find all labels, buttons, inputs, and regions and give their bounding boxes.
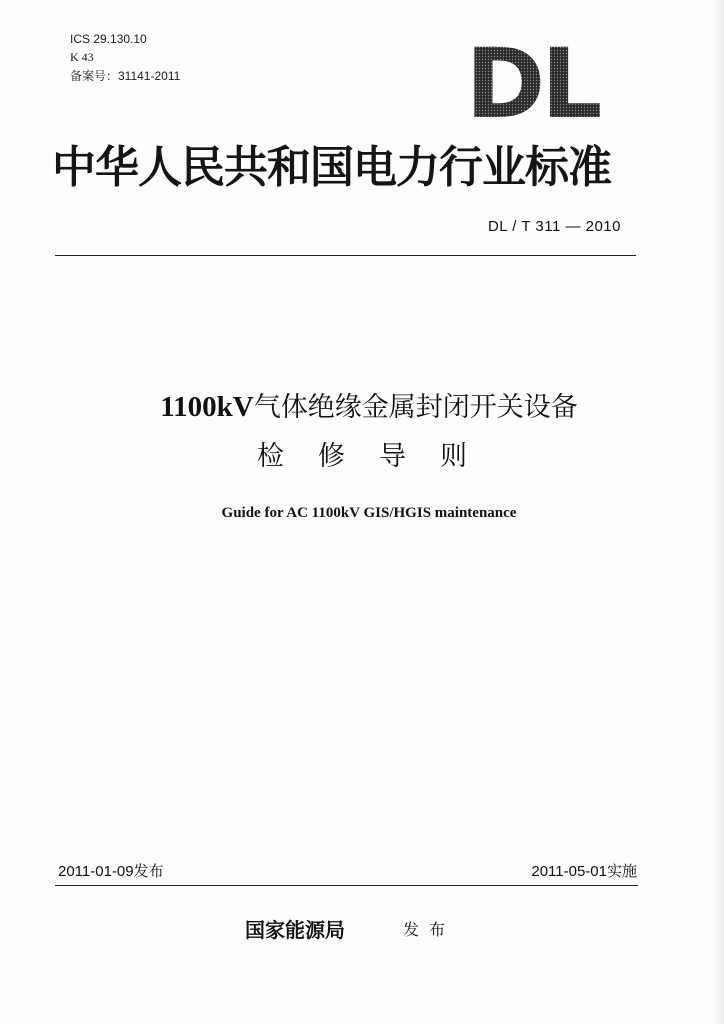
title-voltage: 1100kV (160, 391, 254, 423)
dl-logo-text: DL (465, 43, 599, 121)
filing-number: 备案号：31141-2011 (70, 69, 181, 83)
ics-code: ICS 29.130.10 (70, 32, 147, 46)
bottom-divider (55, 885, 638, 886)
category-code: K 43 (70, 50, 94, 64)
publisher-name: 国家能源局 (245, 918, 345, 942)
dl-logo (457, 43, 607, 121)
english-title: Guide for AC 1100kV GIS/HGIS maintenance (221, 505, 517, 521)
publish-label: 发布 (403, 920, 456, 939)
issue-date: 2011-01-09发布 (58, 863, 164, 880)
document-title-line-2: 检修导则 (257, 441, 501, 472)
document-title-line-1 (0, 387, 724, 428)
implementation-date: 2011-05-01实施 (531, 863, 637, 880)
title-line-1-text: 气体绝缘金属封闭开关设备 (253, 392, 578, 423)
standard-number: DL / T 311 — 2010 (487, 218, 621, 235)
standard-title: 中华人民共和国电力行业标准 (52, 142, 611, 193)
top-divider (55, 255, 636, 256)
